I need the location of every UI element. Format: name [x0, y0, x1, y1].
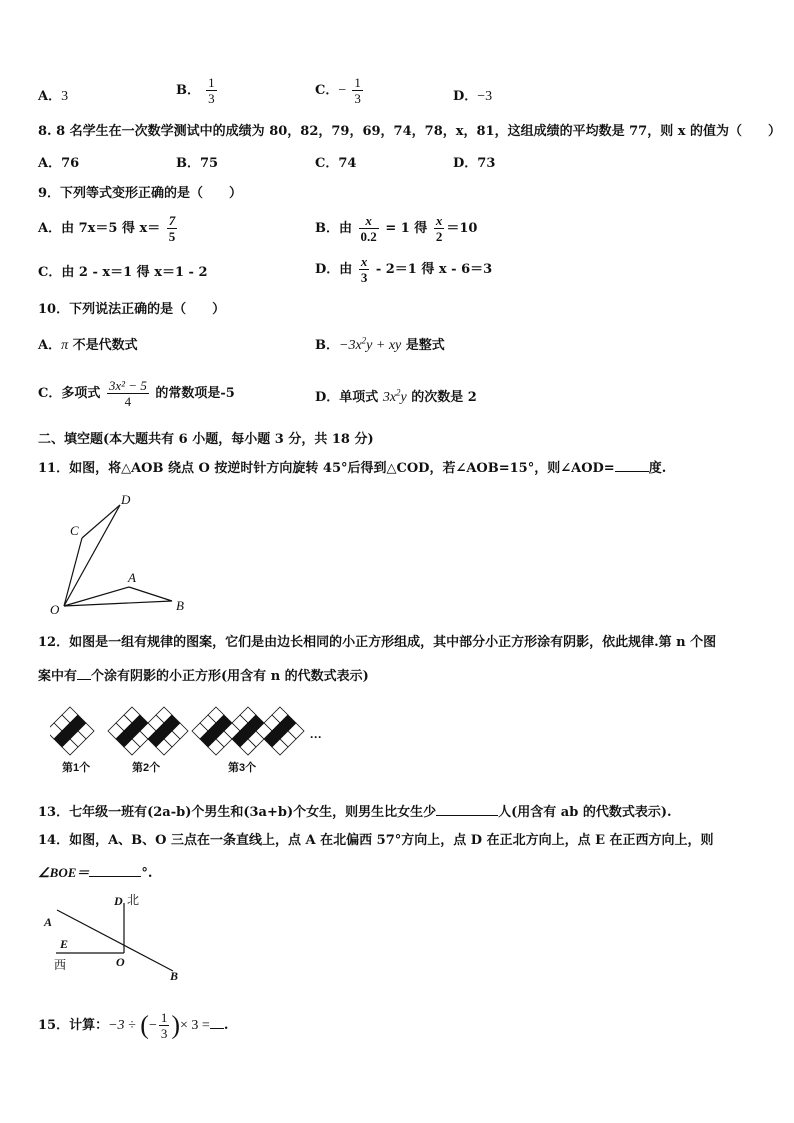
q10-option-b	[315, 335, 445, 354]
q9-option-c: C．由 2 - x＝1 得 x＝1 - 2	[38, 265, 208, 280]
q11-line-oc	[64, 538, 82, 606]
q14-line-2-pre: ∠BOE＝	[38, 865, 90, 880]
q10-b-text: 是整式	[405, 338, 445, 353]
q11-figure	[44, 488, 204, 620]
q9-b-den1: 0.2	[360, 229, 377, 244]
q7-b-fraction	[206, 75, 217, 106]
q10-b-label: B．	[315, 338, 339, 353]
q15-paren-close: )	[171, 1010, 181, 1040]
q14-label-a: A	[44, 915, 53, 929]
q14-line-1: 14．如图，A、B、O 三点在一条直线上，点 A 在北偏西 57°方向上，点 D 在正北方向上，点 E 在正西方向上，则	[38, 833, 714, 848]
q15-m2: × 3 =	[180, 1018, 210, 1033]
q14-label-d: D	[114, 894, 123, 908]
q12-dots: ···	[310, 730, 322, 744]
q11-stem-tail: 度.	[648, 461, 667, 476]
q7-d-value: −3	[477, 89, 493, 104]
q12-patterns	[50, 707, 304, 755]
q9-b-num2: x	[435, 213, 443, 228]
q9-d-post: - 2＝1 得 x - 6＝3	[375, 262, 493, 277]
q14-line-2	[38, 864, 152, 882]
q12-answer-blank	[77, 667, 91, 680]
q7-option-c	[315, 75, 365, 106]
q14-figure	[40, 888, 190, 980]
q9-a-text: A．由 7x＝5 得 x＝	[38, 221, 161, 236]
q15-neg: −	[148, 1018, 157, 1033]
q11-label-c: C	[70, 523, 79, 538]
q7-b-label: B．	[176, 83, 200, 98]
q11-line-od	[64, 505, 120, 606]
q9-option-a	[38, 213, 179, 244]
q10-option-d	[315, 387, 477, 406]
q7-c-num: 1	[354, 75, 361, 90]
q14-label-b: B	[170, 969, 179, 980]
q9-b-num1: x	[365, 213, 372, 228]
q15-num: 1	[160, 1010, 168, 1025]
q12-caption-3: 第3个	[228, 762, 257, 774]
q15-text	[38, 1010, 228, 1041]
q15-den: 3	[160, 1026, 168, 1041]
q9-a-den: 5	[168, 229, 176, 244]
q10-d-pre: D．单项式	[315, 390, 379, 405]
q9-a-fraction	[167, 213, 178, 244]
q12-caption-2: 第2个	[132, 762, 161, 774]
q15-pre: 15．计算：	[38, 1018, 109, 1033]
q9-b-pre: B．由	[315, 221, 352, 236]
q13-answer-blank	[436, 803, 498, 816]
q10-a-text: 不是代数式	[72, 338, 138, 353]
q7-d-label: D．	[453, 89, 478, 104]
q11-label-o: O	[50, 602, 60, 617]
q10-c-fraction	[107, 378, 149, 409]
q13-post: 人(用含有 ab 的代数式表示).	[498, 805, 672, 820]
q7-b-den: 3	[208, 91, 215, 106]
q12-pattern-figure	[50, 705, 340, 777]
q10-b-expr	[339, 335, 402, 353]
q11-label-b: B	[176, 598, 184, 613]
q14-line-ab	[57, 910, 173, 971]
q12-line-2-pre: 案中有	[38, 669, 78, 684]
q14-line-2-post: °.	[141, 866, 153, 881]
q12-line-1: 12．如图是一组有规律的图案，它们是由边长相同的小正方形组成，其中部分小正方形涂有阴影，依此规律.第 n 个图	[38, 635, 717, 650]
q14-answer-blank	[89, 864, 141, 877]
q11-label-a: A	[128, 570, 136, 585]
q9-b-den2: 2	[435, 229, 443, 244]
q10-c-num: 3x² − 5	[108, 378, 147, 393]
q7-c-label: C．	[315, 83, 339, 98]
q11-line-cd	[82, 505, 120, 538]
q11-line-ab	[129, 587, 172, 601]
q15-answer-blank	[210, 1016, 224, 1029]
q9-option-b	[315, 213, 477, 244]
q7-a-label: A．	[38, 89, 62, 104]
q10-option-a	[38, 338, 138, 354]
q14-label-o: O	[116, 955, 125, 969]
q7-b-num: 1	[208, 75, 215, 90]
q10-option-c	[38, 378, 235, 409]
q9-a-num: 7	[168, 213, 176, 228]
q9-b-fraction-2	[434, 213, 445, 244]
q9-b-post: ＝10	[446, 221, 478, 236]
q13-pre: 13．七年级一班有(2a-b)个男生和(3a+b)个女生，则男生比女生少	[38, 805, 437, 820]
q7-a-value: 3	[61, 89, 69, 104]
q15-post: .	[223, 1018, 229, 1033]
q11-stem	[38, 459, 666, 477]
q7-c-sign: −	[338, 83, 347, 98]
q10-a-pi: π	[61, 338, 69, 353]
q7-option-d	[453, 89, 492, 105]
q9-d-pre: D．由	[315, 262, 353, 277]
q8-option-b: B．75	[176, 156, 219, 171]
q15-fraction	[159, 1010, 170, 1041]
q10-c-pre: C．多项式	[38, 386, 101, 401]
q10-a-label: A．	[38, 338, 62, 353]
q12-caption-1: 第1个	[62, 762, 91, 774]
q11-stem-text: 11．如图，将△AOB 绕点 O 按逆时针方向旋转 45°后得到△COD，若∠AOB=15°，则∠AOD=	[38, 461, 615, 476]
q7-c-den: 3	[354, 91, 361, 106]
q9-d-den: 3	[360, 270, 368, 285]
q7-option-a	[38, 89, 68, 105]
q10-d-expr	[382, 387, 407, 405]
q13-text	[38, 803, 672, 821]
q14-label-west: 西	[54, 958, 67, 972]
q14-label-north: 北	[127, 893, 140, 907]
q8-stem: 8. 8 名学生在一次数学测试中的成绩为 80，82，79，69，74，78，x，81，这组成绩的平均数是 77，则 x 的值为（ ）	[38, 124, 781, 139]
q10-b-exp: 2	[361, 335, 367, 346]
q10-d-expr-1: 3x	[382, 390, 397, 405]
q9-d-num: x	[360, 254, 368, 269]
q7-option-b	[176, 75, 219, 106]
q8-option-d: D．73	[453, 156, 496, 171]
q12-line-2-post: 个涂有阴影的小正方形(用含有 n 的代数式表示)	[91, 669, 369, 684]
q10-stem: 10．下列说法正确的是（ ）	[38, 302, 226, 317]
q8-option-c: C．74	[315, 156, 357, 171]
q9-b-fraction-1	[359, 213, 379, 244]
q9-stem: 9．下列等式变形正确的是（ ）	[38, 186, 243, 201]
q10-b-expr-1: −3x	[339, 338, 362, 353]
q11-label-d: D	[121, 492, 131, 507]
q15-m1: −3 ÷	[108, 1018, 136, 1033]
q14-label-e: E	[60, 937, 69, 951]
q7-c-fraction	[352, 75, 363, 106]
q10-d-expr-2: y	[400, 390, 407, 405]
q10-d-exp: 2	[396, 387, 401, 398]
q10-b-expr-2: y + xy	[366, 338, 402, 353]
q10-d-post: 的次数是 2	[411, 390, 477, 405]
q11-answer-blank	[615, 459, 649, 472]
q9-option-d	[315, 254, 492, 285]
q10-c-den: 4	[107, 393, 149, 409]
q8-option-a: A．76	[38, 156, 80, 171]
q12-line-2	[38, 667, 369, 685]
q15-paren-open: (	[140, 1010, 149, 1040]
q9-d-fraction	[359, 254, 370, 285]
q10-c-post: 的常数项是-5	[155, 386, 235, 401]
q9-b-mid: = 1 得	[385, 221, 428, 236]
section-2-heading: 二、填空题(本大题共有 6 小题，每小题 3 分，共 18 分)	[38, 432, 374, 447]
